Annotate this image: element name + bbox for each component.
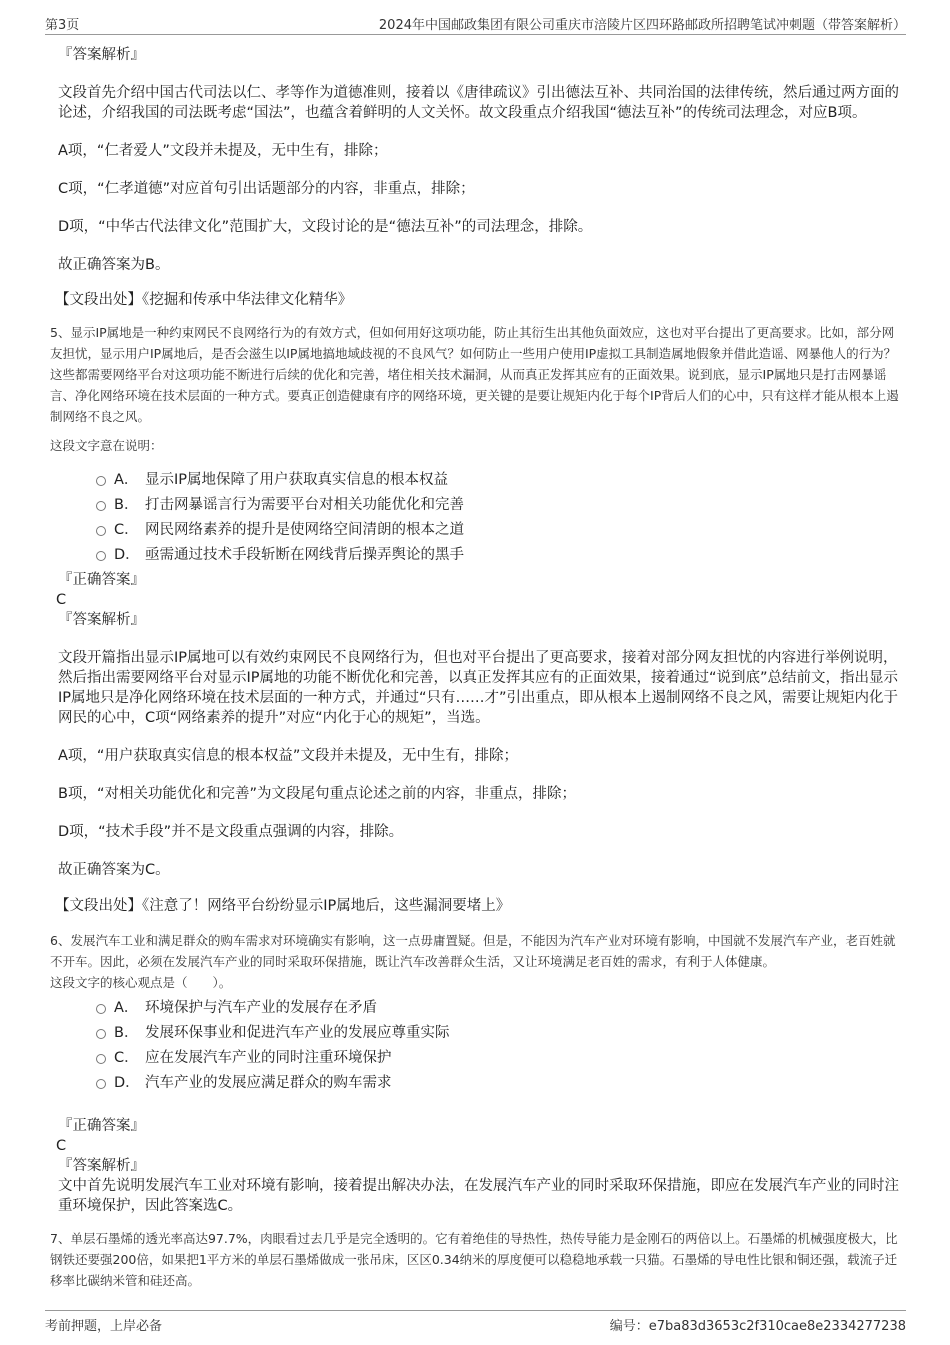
q6-question: 这段文字的核心观点是（ ）。	[50, 975, 232, 990]
option-text: 亟需通过技术手段斩断在网线背后操弄舆论的黑手	[145, 547, 464, 563]
radio-icon[interactable]	[96, 476, 106, 486]
option-letter: C．	[114, 1050, 139, 1066]
option-letter: B．	[114, 497, 139, 513]
q6-analysis-heading: 『答案解析』	[58, 1158, 145, 1174]
option-letter: D．	[114, 1075, 140, 1091]
radio-icon[interactable]	[96, 501, 106, 511]
q4-note: C项，“仁孝道德”对应首句引出话题部分的内容，非重点，排除；	[58, 181, 475, 197]
q5-source: 【文段出处】《注意了！网络平台纷纷显示IP属地后，这些漏洞要堵上》	[55, 898, 511, 914]
q6-correct-answer: C	[56, 1138, 67, 1154]
radio-icon[interactable]	[96, 1029, 106, 1039]
footer-serial: 编号：e7ba83d3653c2f310cae8e2334277238	[609, 1319, 906, 1334]
option-text: 环境保护与汽车产业的发展存在矛盾	[145, 1000, 377, 1016]
radio-icon[interactable]	[96, 1054, 106, 1064]
option-letter: D．	[114, 547, 140, 563]
q5-note: D项，“技术手段”并不是文段重点强调的内容，排除。	[58, 824, 404, 840]
q5-note: A项，“用户获取真实信息的根本权益”文段并未提及，无中生有，排除；	[58, 748, 518, 764]
page-number: 第3页	[45, 18, 80, 33]
q5-question: 这段文字意在说明：	[50, 438, 163, 453]
q6-stem: 6、发展汽车工业和满足群众的购车需求对环境确实有影响，这一点毋庸置疑。但是，不能因为汽车产业对环境有影响，中国就不发展汽车产业，老百姓就不开车。因此，必须在发展汽车产业的同时采取环保措施，既让汽车改善群众生活，又让环境满足老百姓的需求，有利于人体健康。	[50, 933, 896, 969]
radio-icon[interactable]	[96, 551, 106, 561]
q4-analysis-paragraph: 文段首先介绍中国古代司法以仁、孝等作为道德准则，接着以《唐律疏议》引出德法互补、共同治国的法律传统，然后通过两方面的论述，介绍我国的司法既考虑“国法”，也蕴含着鲜明的人文关怀。故文段重点介绍我国“德法互补”的传统司法理念，对应B项。	[58, 85, 899, 121]
option-item[interactable]	[50, 543, 900, 568]
option-text: 发展环保事业和促进汽车产业的发展应尊重实际	[145, 1025, 450, 1041]
q5-analysis-heading: 『答案解析』	[58, 612, 145, 628]
radio-icon[interactable]	[96, 1079, 106, 1089]
q5-note: B项，“对相关功能优化和完善”为文段尾句重点论述之前的内容，非重点，排除；	[58, 786, 576, 802]
q5-options	[50, 468, 900, 568]
option-letter: C．	[114, 522, 139, 538]
option-item[interactable]	[50, 1046, 900, 1071]
q6-correct-heading: 『正确答案』	[58, 1118, 145, 1134]
q4-note: 故正确答案为B。	[58, 257, 170, 273]
option-letter: A．	[114, 1000, 139, 1016]
document-title: 2024年中国邮政集团有限公司重庆市涪陵片区四环路邮政所招聘笔试冲刺题（带答案解析）	[378, 18, 906, 33]
q4-analysis-heading: 『答案解析』	[58, 47, 145, 63]
option-letter: A．	[114, 472, 139, 488]
q5-stem: 5、显示IP属地是一种约束网民不良网络行为的有效方式，但如何用好这项功能，防止其衍生出其他负面效应，这也对平台提出了更高要求。比如，部分网友担忧，显示用户IP属地后，是否会滋生以IP属地搞地域歧视的不良风气？如何防止一些用户使用IP虚拟工具制造属地假象并借此造谣、网暴他人的行为？这些都需要网络平台对这项功能不断进行后续的优化和完善，堵住相关技术漏洞，从而真正发挥其应有的正面效果。说到底，显示IP属地只是打击网暴谣言、净化网络环境在技术层面的一种方式。要真正创造健康有序的网络环境，更关键的是要让规矩内化于每个IP背后人们的心中，只有这样才能从根本上遏制网络不良之风。	[50, 325, 899, 424]
option-item[interactable]	[50, 468, 900, 493]
radio-icon[interactable]	[96, 526, 106, 536]
option-item[interactable]	[50, 518, 900, 543]
page-content	[50, 42, 900, 1291]
page-footer	[45, 1310, 906, 1335]
page-header	[45, 12, 906, 35]
q6-options	[50, 996, 900, 1096]
option-item[interactable]	[50, 493, 900, 518]
q6-analysis-paragraph: 文中首先说明发展汽车工业对环境有影响，接着提出解决办法，在发展汽车产业的同时采取环保措施，即应在发展汽车产业的同时注重环境保护，因此答案选C。	[58, 1178, 899, 1214]
q4-note: D项，“中华古代法律文化”范围扩大，文段讨论的是“德法互补”的司法理念，排除。	[58, 219, 593, 235]
q4-note: A项，“仁者爱人”文段并未提及，无中生有，排除；	[58, 143, 388, 159]
option-item[interactable]	[50, 1071, 900, 1096]
radio-icon[interactable]	[96, 1004, 106, 1014]
q5-note: 故正确答案为C。	[58, 862, 170, 878]
option-text: 应在发展汽车产业的同时注重环境保护	[145, 1050, 392, 1066]
q5-correct-answer: C	[56, 592, 67, 608]
option-text: 打击网暴谣言行为需要平台对相关功能优化和完善	[145, 497, 464, 513]
q5-analysis-paragraph: 文段开篇指出显示IP属地可以有效约束网民不良网络行为，但也对平台提出了更高要求，接着对部分网友担忧的内容进行举例说明，然后指出需要网络平台对显示IP属地的功能不断优化和完善，以真正发挥其应有的正面效果，接着通过“说到底”总结前文，指出显示IP属地只是净化网络环境在技术层面的一种方式，并通过“只有……才”引出重点，即从根本上遏制网络不良之风，需要让规矩内化于网民的心中，C项“网络素养的提升”对应“内化于心的规矩”，当选。	[58, 650, 899, 726]
q7-stem: 7、单层石墨烯的透光率高达97.7%，肉眼看过去几乎是完全透明的。它有着绝佳的导热性，热传导能力是金刚石的两倍以上。石墨烯的机械强度极大，比钢铁还要强200倍，如果把1平方米的单层石墨烯做成一张吊床，区区0.34纳米的厚度便可以稳稳地承载一只猫。石墨烯的导电性比银和铜还强，载流子迁移率比碳纳米管和硅还高。	[50, 1231, 898, 1288]
option-letter: B．	[114, 1025, 139, 1041]
footer-slogan: 考前押题，上岸必备	[45, 1319, 163, 1334]
option-text: 网民网络素养的提升是使网络空间清朗的根本之道	[145, 522, 464, 538]
option-item[interactable]	[50, 1021, 900, 1046]
q4-source: 【文段出处】《挖掘和传承中华法律文化精华》	[55, 292, 353, 308]
q5-correct-heading: 『正确答案』	[58, 572, 145, 588]
option-item[interactable]	[50, 996, 900, 1021]
option-text: 汽车产业的发展应满足群众的购车需求	[145, 1075, 392, 1091]
option-text: 显示IP属地保障了用户获取真实信息的根本权益	[145, 472, 449, 488]
